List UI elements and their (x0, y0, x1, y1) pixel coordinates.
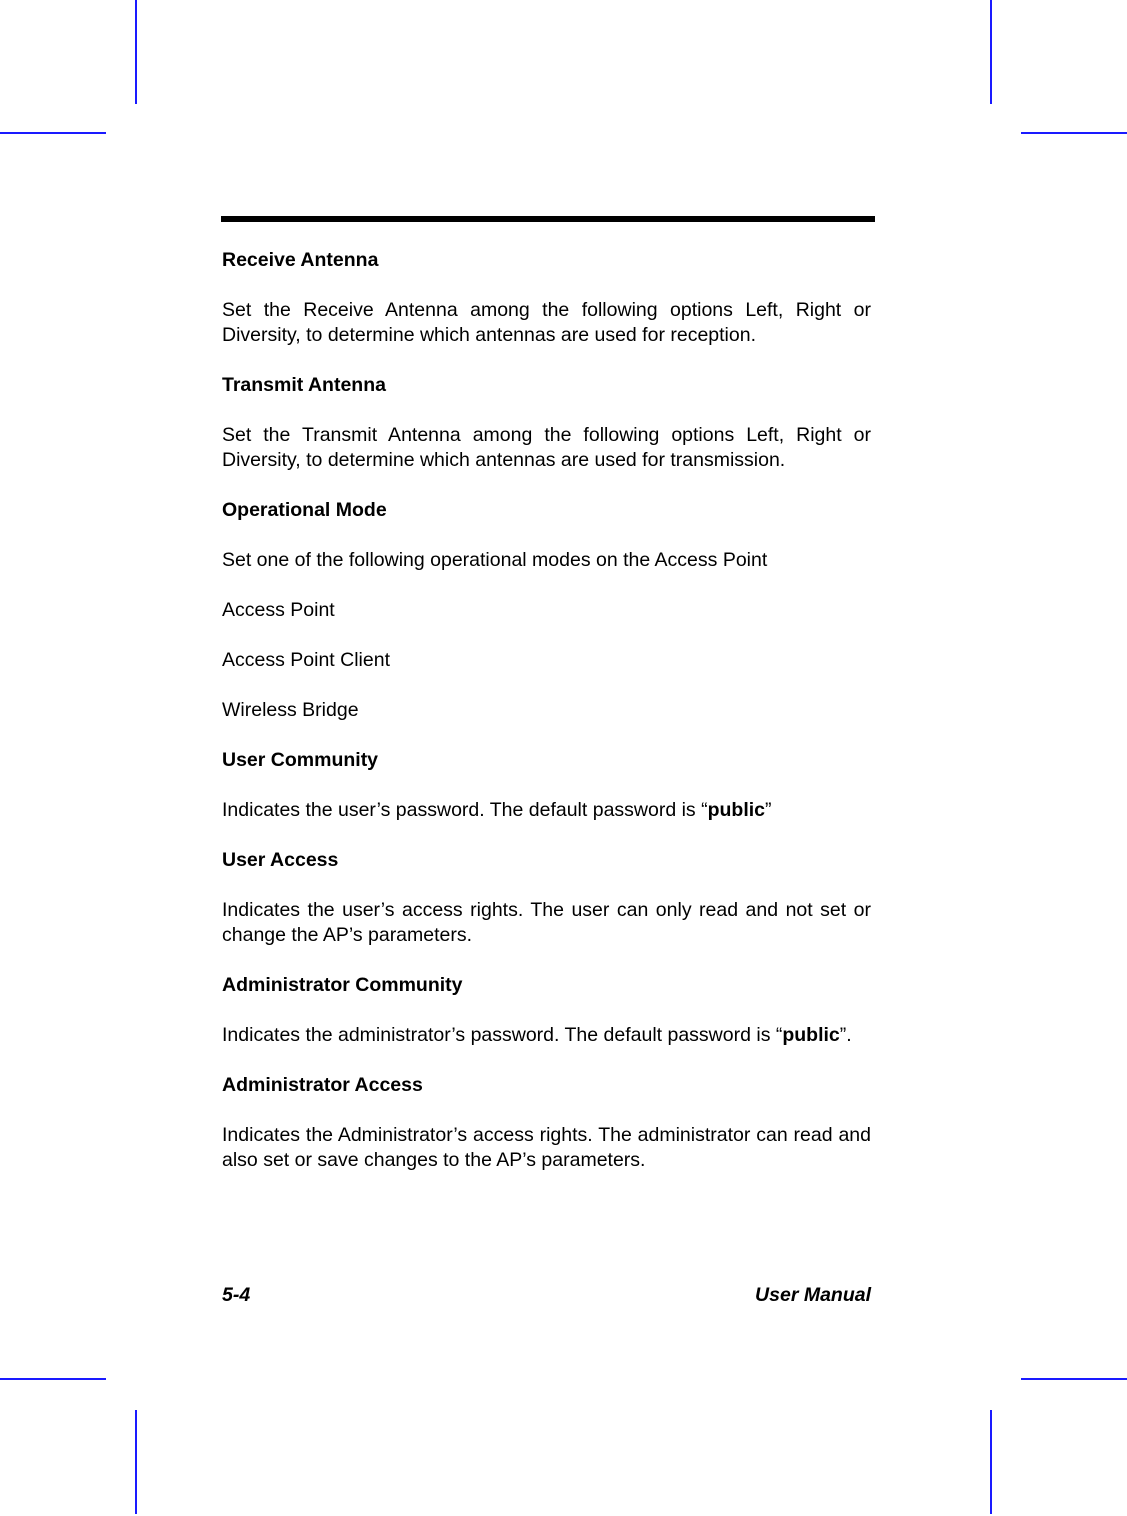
crop-mark-bottom-right-horizontal (1021, 1378, 1127, 1380)
section-body: Set the Transmit Antenna among the following options Left, Right or Diversity, to determine which antennas are used for transmission. (222, 424, 871, 471)
body-text: Indicates the administrator’s password. The default password is “ (222, 1024, 783, 1046)
section-body (222, 1023, 871, 1048)
crop-mark-top-right-vertical (990, 0, 992, 104)
crop-mark-bottom-right-vertical (990, 1410, 992, 1514)
section-heading: User Community (222, 749, 379, 771)
section-heading: Administrator Access (222, 1074, 423, 1096)
section-body: Set one of the following operational modes on the Access Point (222, 549, 768, 571)
body-text: Indicates the user’s password. The default password is “ (222, 799, 708, 821)
body-text: ”. (839, 1024, 852, 1046)
section-heading: Transmit Antenna (222, 374, 386, 396)
page-content (222, 248, 871, 1198)
section-heading: User Access (222, 849, 339, 871)
mode-option: Access Point (222, 599, 335, 621)
mode-option: Wireless Bridge (222, 699, 359, 721)
section-heading: Receive Antenna (222, 249, 379, 271)
crop-mark-top-left-vertical (135, 0, 137, 104)
section-body: Indicates the user’s access rights. The user can only read and not set or change the AP’s parameters. (222, 899, 871, 946)
footer-title: User Manual (755, 1284, 871, 1306)
page-footer (222, 1284, 871, 1307)
section-body: Indicates the Administrator’s access rights. The administrator can read and also set or save changes to the AP’s parameters. (222, 1124, 871, 1171)
section-body (222, 798, 871, 823)
default-password: public (707, 799, 766, 821)
crop-mark-bottom-left-vertical (135, 1410, 137, 1514)
crop-mark-bottom-left-horizontal (0, 1378, 106, 1380)
body-text: ” (765, 799, 772, 821)
mode-option: Access Point Client (222, 649, 390, 671)
section-body: Set the Receive Antenna among the following options Left, Right or Diversity, to determine which antennas are used for reception. (222, 299, 871, 346)
section-heading: Operational Mode (222, 499, 387, 521)
default-password: public (782, 1024, 840, 1046)
section-heading: Administrator Community (222, 974, 463, 996)
header-rule (221, 216, 875, 222)
crop-mark-top-left-horizontal (0, 132, 106, 134)
crop-mark-top-right-horizontal (1021, 132, 1127, 134)
page-number: 5-4 (222, 1284, 251, 1306)
